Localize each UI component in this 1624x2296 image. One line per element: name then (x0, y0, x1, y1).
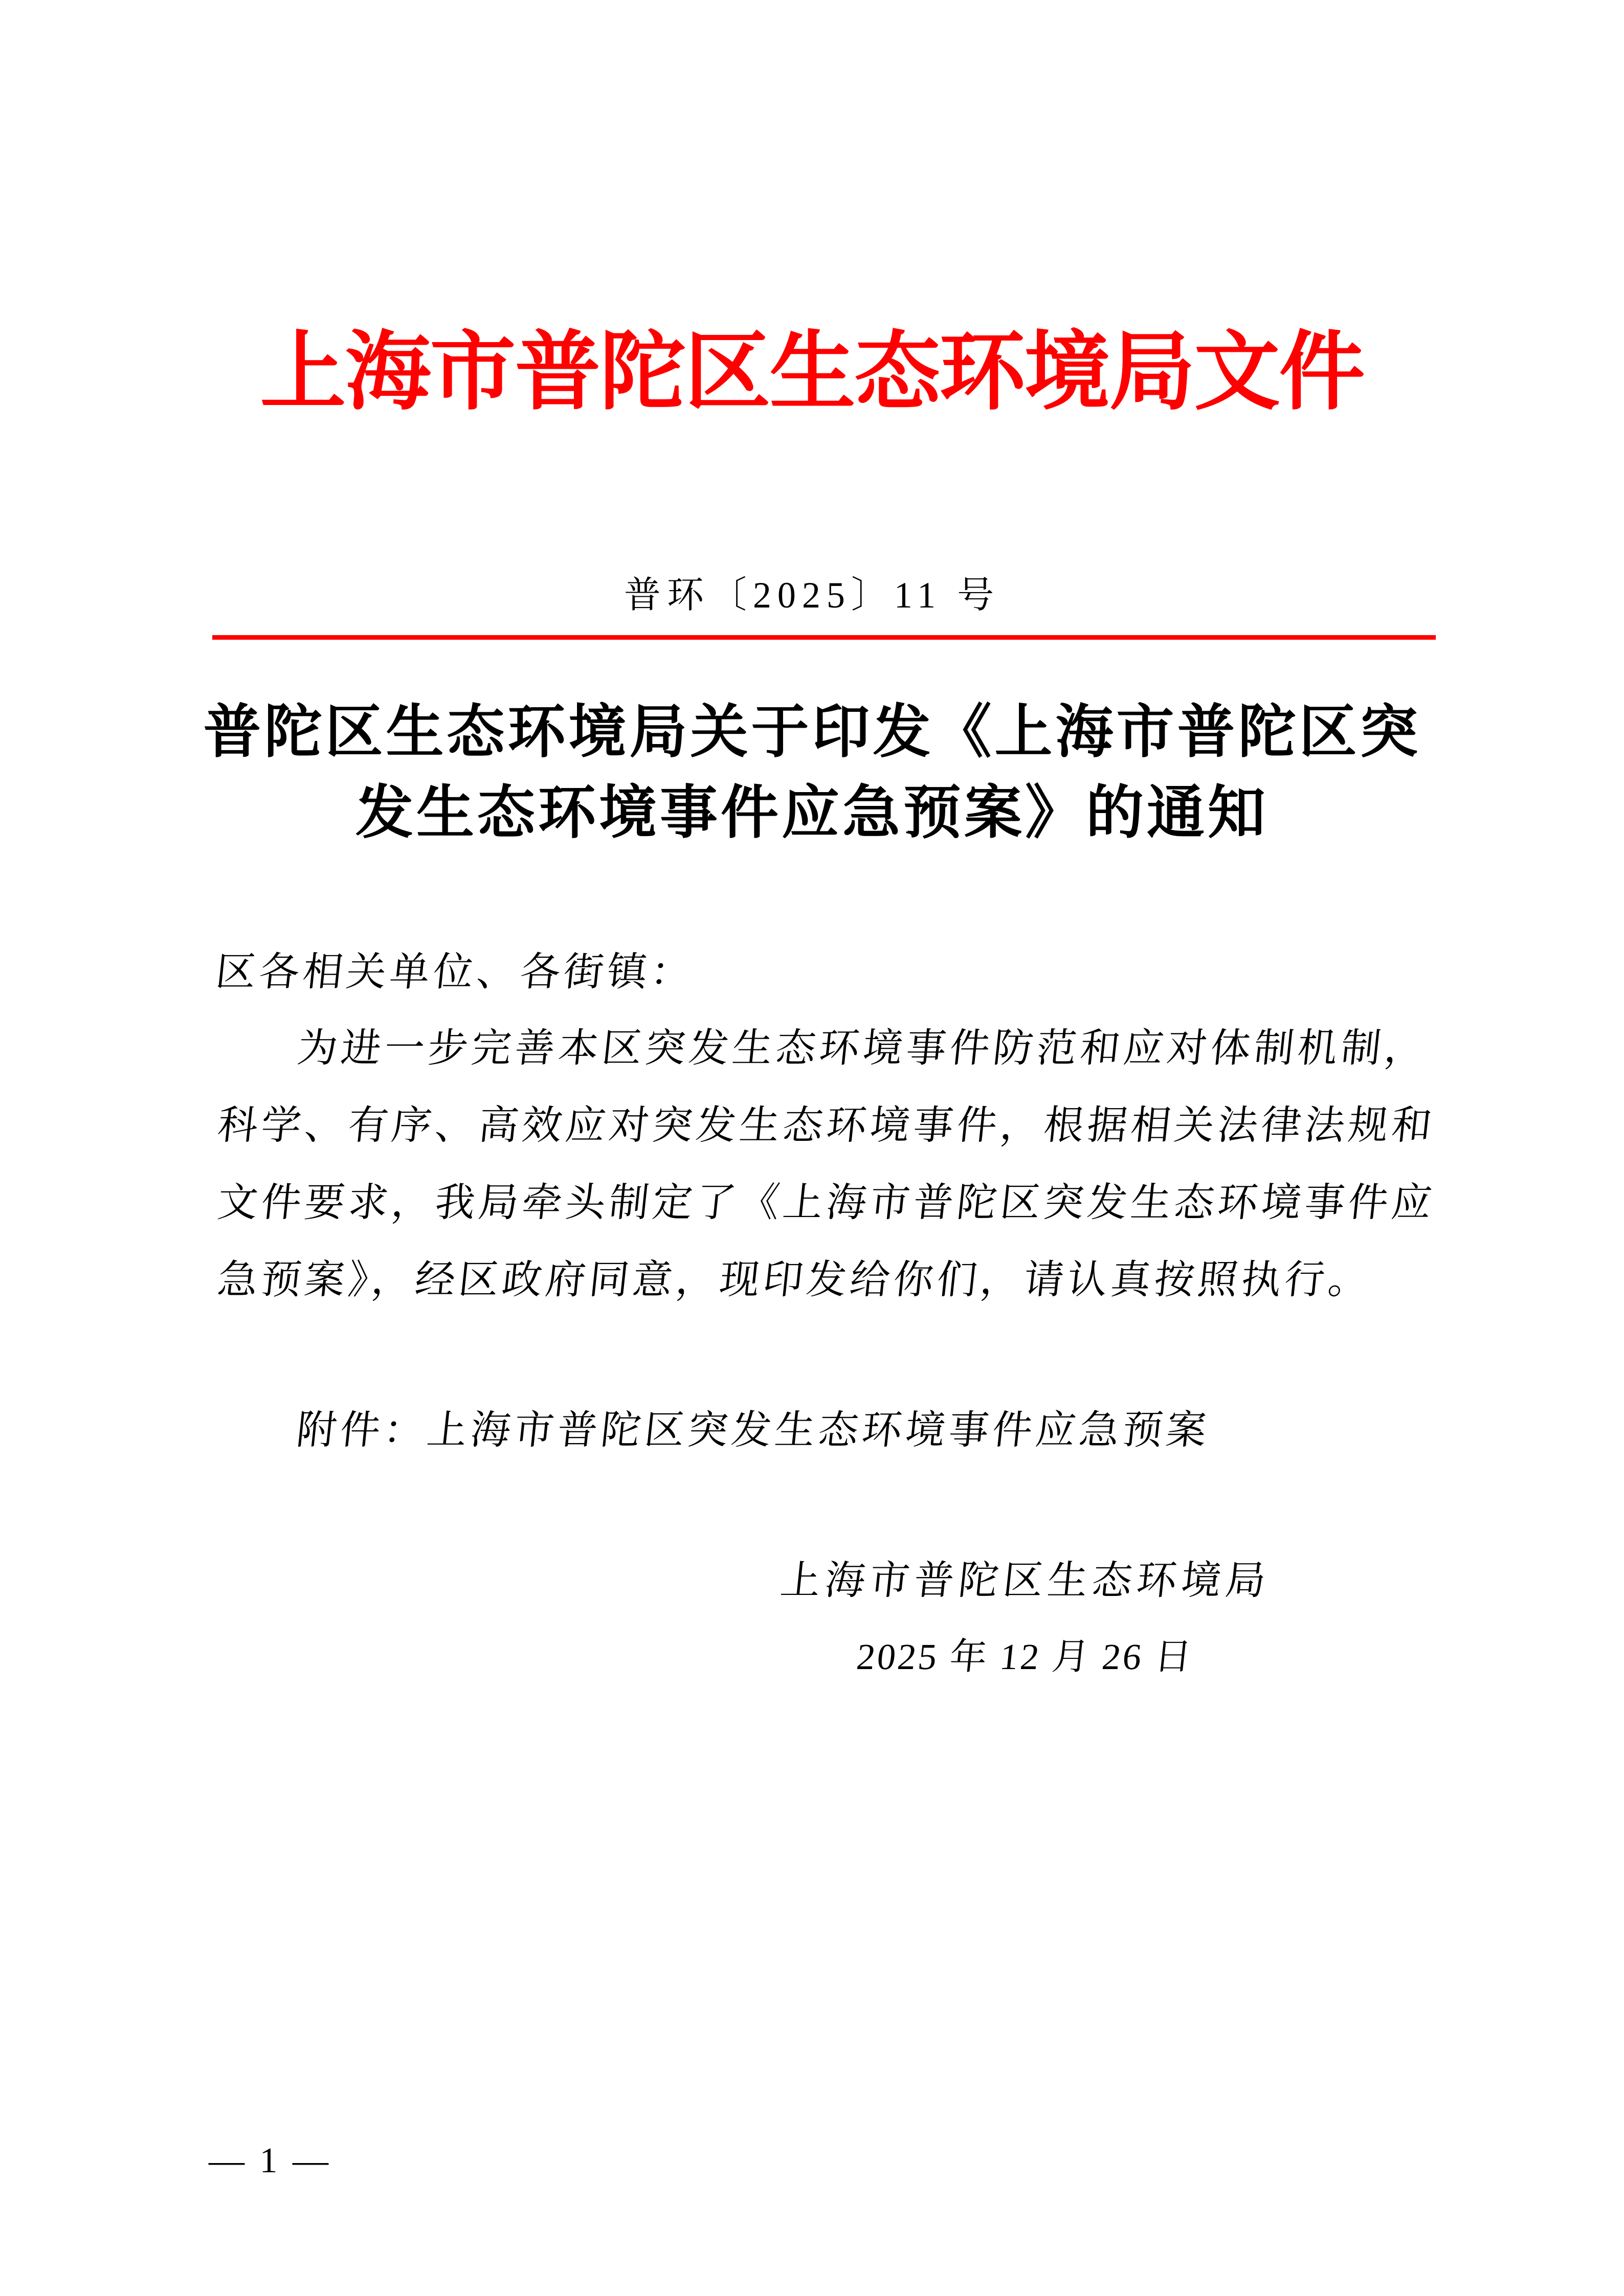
attachment-line (294, 1408, 1212, 1452)
red-divider-rule (212, 635, 1436, 640)
issuing-authority (665, 1558, 1381, 1604)
issuing-authority-text: 上海市普陀区生态环境局 (778, 1558, 1273, 1603)
body-line: 科学、有序、高效应对突发生态环境事件，根据相关法律法规和 (215, 1103, 1438, 1147)
issue-date (665, 1636, 1381, 1677)
document-title-line-1: 普陀区生态环境局关于印发《上海市普陀区突 (203, 700, 1421, 764)
red-letterhead-title: 上海市普陀区生态环境局文件 (260, 325, 1364, 420)
issue-date-text: 2025 年 12 月 26 日 (854, 1636, 1196, 1677)
document-title (0, 691, 1624, 853)
salutation-text: 区各相关单位、各街镇： (213, 950, 697, 994)
page-number: — 1 — (209, 2141, 331, 2180)
document-number: 普环〔2025〕11 号 (624, 575, 1000, 616)
attachment-text: 附件：上海市普陀区突发生态环境事件应急预案 (294, 1408, 1212, 1452)
body-line: 为进一步完善本区突发生态环境事件防范和应对体制机制， (295, 1026, 1431, 1070)
body-paragraph (214, 1009, 1441, 1318)
salutation (213, 950, 697, 994)
document-title-line-2: 发生态环境事件应急预案》的通知 (355, 780, 1269, 845)
body-line: 文件要求，我局牵头制定了《上海市普陀区突发生态环境事件应 (215, 1180, 1438, 1225)
body-line: 急预案》，经区政府同意，现印发给你们，请认真按照执行。 (215, 1257, 1374, 1302)
